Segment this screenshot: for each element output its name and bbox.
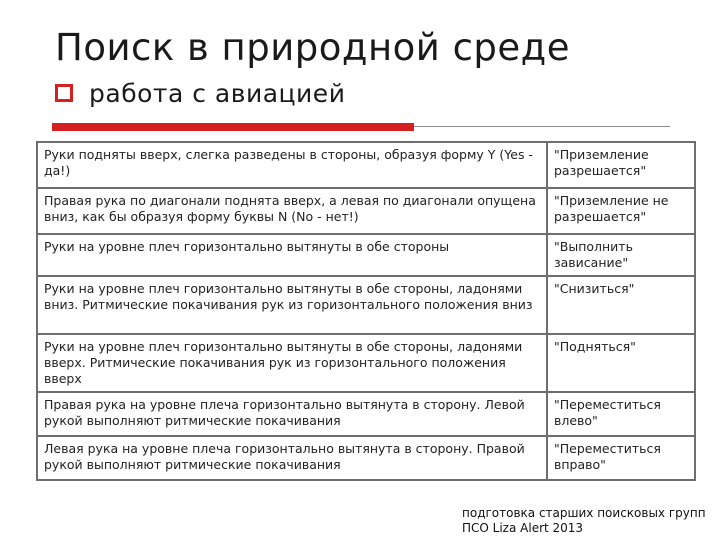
meaning-cell: "Приземление не разрешается"	[547, 188, 695, 234]
gesture-cell: Правая рука на уровне плеча горизонтально вытянута в сторону. Левой рукой выполняют ритмические покачивания	[37, 392, 547, 436]
table-row	[37, 276, 695, 334]
bullet-item	[55, 78, 345, 108]
slide-title: Поиск в природной среде	[55, 26, 571, 69]
gesture-cell: Правая рука по диагонали поднята вверх, а левая по диагонали опущена вниз, как бы образуя форму буквы N (No - нет!)	[37, 188, 547, 234]
footer-line-2: ПСО Liza Alert 2013	[462, 521, 584, 535]
meaning-cell: "Переместиться вправо"	[547, 436, 695, 480]
gesture-cell: Руки на уровне плеч горизонтально вытянуты в обе стороны	[37, 234, 547, 276]
bullet-text: работа с авиацией	[89, 78, 346, 108]
gesture-cell: Руки на уровне плеч горизонтально вытянуты в обе стороны, ладонями вниз. Ритмические покачивания рук из горизонтального положения вниз	[37, 276, 547, 334]
gesture-cell: Левая рука на уровне плеча горизонтально вытянута в сторону. Правой рукой выполняют ритмические покачивания	[37, 436, 547, 480]
gesture-cell: Руки на уровне плеч горизонтально вытянуты в обе стороны, ладонями вверх. Ритмические покачивания рук из горизонтального положения вверх	[37, 334, 547, 392]
table-row	[37, 392, 695, 436]
meaning-cell: "Подняться"	[547, 334, 695, 392]
divider-line	[414, 126, 670, 127]
table-row	[37, 436, 695, 480]
meaning-cell: "Приземление разрешается"	[547, 142, 695, 188]
table-row	[37, 234, 695, 276]
meaning-cell: "Переместиться влево"	[547, 392, 695, 436]
table-row	[37, 188, 695, 234]
meaning-cell: "Выполнить зависание"	[547, 234, 695, 276]
hollow-square-bullet-icon	[55, 84, 73, 102]
meaning-cell: "Снизиться"	[547, 276, 695, 334]
footer-credit	[462, 506, 712, 536]
table-row	[37, 142, 695, 188]
signals-table	[36, 141, 696, 481]
footer-line-1: подготовка старших поисковых групп	[462, 506, 706, 520]
gesture-cell: Руки подняты вверх, слегка разведены в стороны, образуя форму Y (Yes - да!)	[37, 142, 547, 188]
table-row	[37, 334, 695, 392]
red-accent-bar	[52, 123, 414, 131]
